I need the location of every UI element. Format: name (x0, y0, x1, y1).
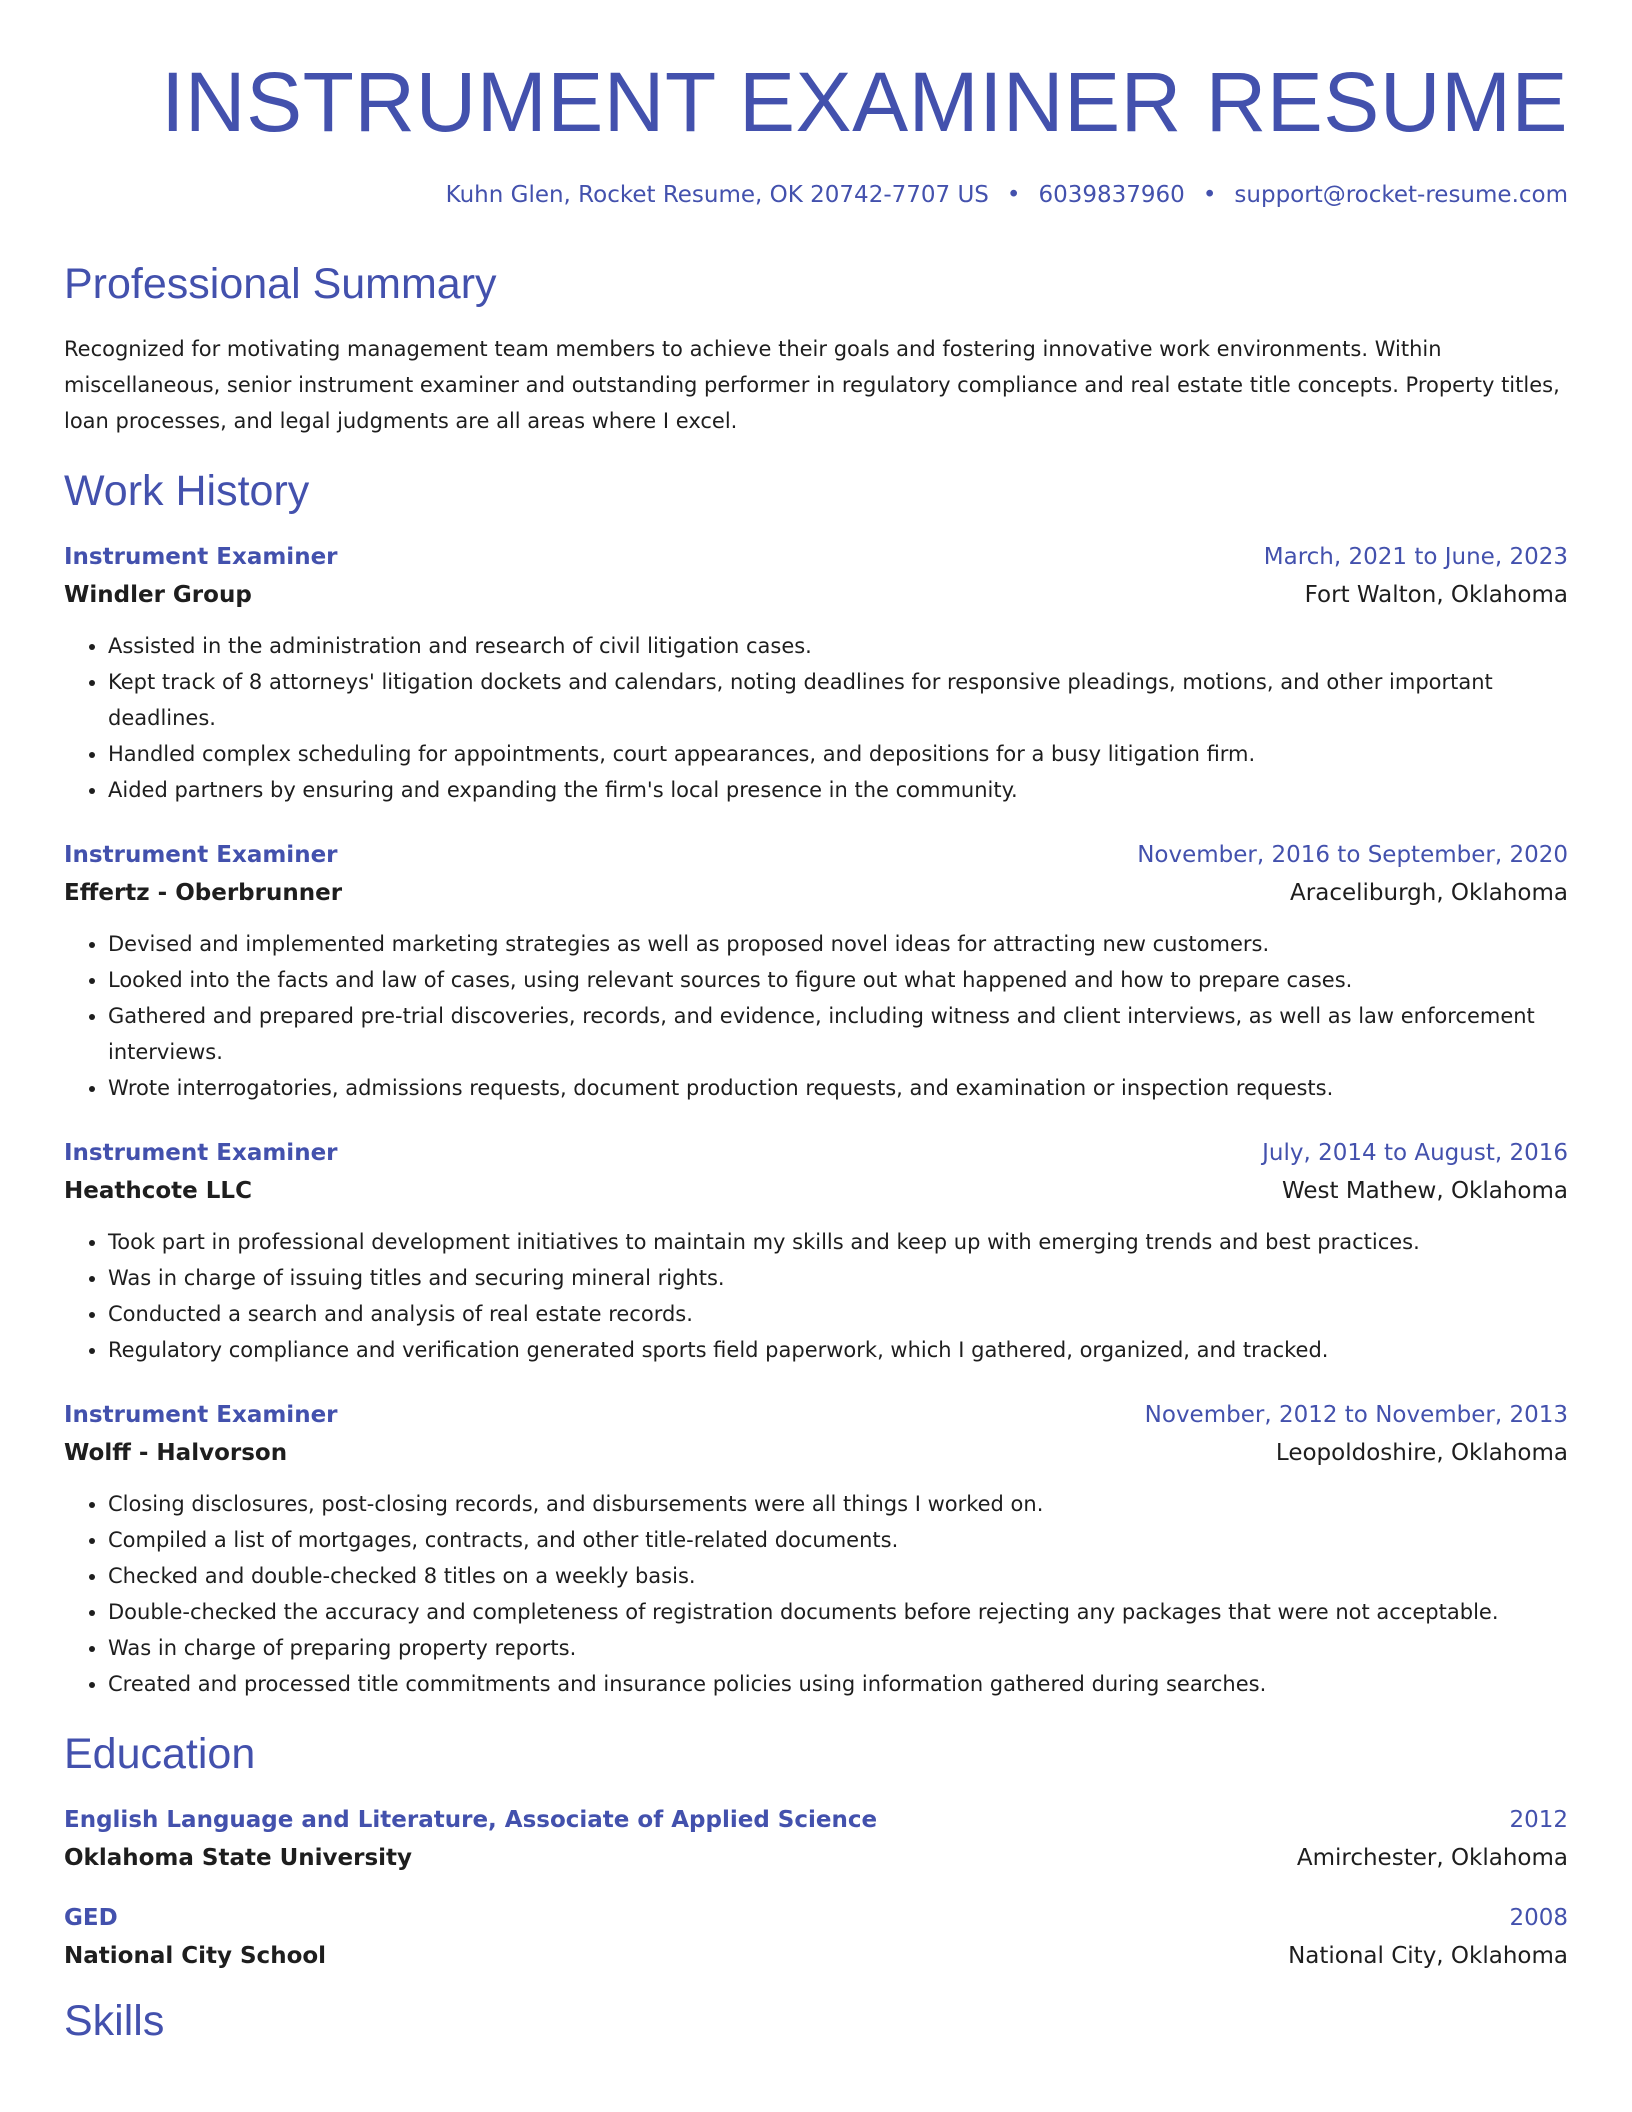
list-item: • Kept track of 8 attorneys' litigation dockets and calendars, noting deadlines for responsive pleadings, motions, and other important deadlines. (108, 664, 1568, 736)
contact-separator: • (1006, 182, 1021, 208)
job-location: Araceliburgh, Oklahoma (1290, 880, 1568, 906)
section-heading: Work History (64, 467, 310, 515)
list-item: • Was in charge of preparing property reports. (108, 1630, 1568, 1666)
company-name: Wolff - Halvorson (64, 1440, 288, 1466)
list-item: • Assisted in the administration and research of civil litigation cases. (108, 628, 1568, 664)
resume-title: INSTRUMENT EXAMINER RESUME (161, 55, 1568, 149)
job-dates: March, 2021 to June, 2023 (1263, 544, 1568, 570)
graduation-year: 2008 (1509, 1905, 1568, 1931)
list-item: • Checked and double-checked 8 titles on a weekly basis. (108, 1558, 1568, 1594)
job-bullets (64, 926, 1568, 1106)
list-item: • Conducted a search and analysis of real estate records. (108, 1296, 1568, 1332)
section-heading: Skills (64, 1997, 165, 2045)
summary-text: Recognized for motivating management team members to achieve their goals and fostering innovative work environments. Within miscellaneous, senior instrument examiner and outstanding performer in regulatory compliance and real estate title concepts. Property titles, loan processes, and legal judgments are all areas where I excel. (64, 337, 1560, 433)
job-entry (64, 538, 1568, 808)
list-item: • Wrote interrogatories, admissions requests, document production requests, and examination or inspection requests. (108, 1070, 1568, 1106)
job-location: Fort Walton, Oklahoma (1304, 582, 1568, 608)
job-title: Instrument Examiner (64, 1402, 338, 1428)
job-dates: November, 2012 to November, 2013 (1144, 1402, 1568, 1428)
list-item: • Took part in professional development initiatives to maintain my skills and keep up with emerging trends and best practices. (108, 1224, 1568, 1260)
list-item: • Handled complex scheduling for appointments, court appearances, and depositions for a busy litigation firm. (108, 736, 1568, 772)
list-item: • Devised and implemented marketing strategies as well as proposed novel ideas for attracting new customers. (108, 926, 1568, 962)
list-item: • Regulatory compliance and verification generated sports field paperwork, which I gathered, organized, and tracked. (108, 1332, 1568, 1368)
degree-title: English Language and Literature, Associate of Applied Science (64, 1807, 878, 1833)
job-title: Instrument Examiner (64, 1140, 338, 1166)
job-location: Leopoldoshire, Oklahoma (1275, 1440, 1568, 1466)
list-item: • Closing disclosures, post-closing records, and disbursements were all things I worked on. (108, 1486, 1568, 1522)
skills-section (64, 1997, 1568, 2046)
school-location: National City, Oklahoma (1288, 1943, 1568, 1969)
job-location: West Mathew, Oklahoma (1281, 1178, 1568, 1204)
section-heading: Professional Summary (64, 260, 497, 308)
company-name: Effertz - Oberbrunner (64, 880, 343, 906)
job-dates: November, 2016 to September, 2020 (1137, 842, 1568, 868)
job-title: Instrument Examiner (64, 544, 338, 570)
company-name: Heathcote LLC (64, 1178, 252, 1204)
list-item: • Compiled a list of mortgages, contracts, and other title-related documents. (108, 1522, 1568, 1558)
school-name: National City School (64, 1943, 327, 1969)
job-bullets (64, 1224, 1568, 1368)
list-item: • Double-checked the accuracy and completeness of registration documents before rejecting any packages that were not acceptable. (108, 1594, 1568, 1630)
section-heading: Education (64, 1730, 256, 1778)
job-title: Instrument Examiner (64, 842, 338, 868)
education-entry (64, 1801, 1568, 1877)
list-item: • Was in charge of issuing titles and securing mineral rights. (108, 1260, 1568, 1296)
company-name: Windler Group (64, 582, 252, 608)
contact-separator: • (1202, 182, 1217, 208)
job-dates: July, 2014 to August, 2016 (1262, 1140, 1568, 1166)
degree-title: GED (64, 1905, 118, 1931)
contact-phone: 6039837960 (1038, 182, 1185, 208)
job-bullets (64, 628, 1568, 808)
resume-body (64, 260, 1568, 2068)
list-item: • Looked into the facts and law of cases, using relevant sources to figure out what happened and how to prepare cases. (108, 962, 1568, 998)
list-item: • Created and processed title commitments and insurance policies using information gathered during searches. (108, 1666, 1568, 1702)
list-item: • Aided partners by ensuring and expanding the firm's local presence in the community. (108, 772, 1568, 808)
education-entry (64, 1899, 1568, 1975)
contact-email: support@rocket-resume.com (1234, 182, 1568, 208)
job-entry (64, 1134, 1568, 1368)
professional-summary-section (64, 260, 1568, 439)
school-location: Amirchester, Oklahoma (1296, 1845, 1568, 1871)
job-entry (64, 1396, 1568, 1702)
graduation-year: 2012 (1509, 1807, 1568, 1833)
job-entry (64, 836, 1568, 1106)
list-item: • Gathered and prepared pre-trial discoveries, records, and evidence, including witness and client interviews, as well as law enforcement interviews. (108, 998, 1568, 1070)
work-history-section (64, 467, 1568, 1702)
contact-address: Kuhn Glen, Rocket Resume, OK 20742-7707 US (445, 182, 989, 208)
education-section (64, 1730, 1568, 1975)
school-name: Oklahoma State University (64, 1845, 413, 1871)
contact-line (446, 182, 1568, 208)
job-bullets (64, 1486, 1568, 1702)
